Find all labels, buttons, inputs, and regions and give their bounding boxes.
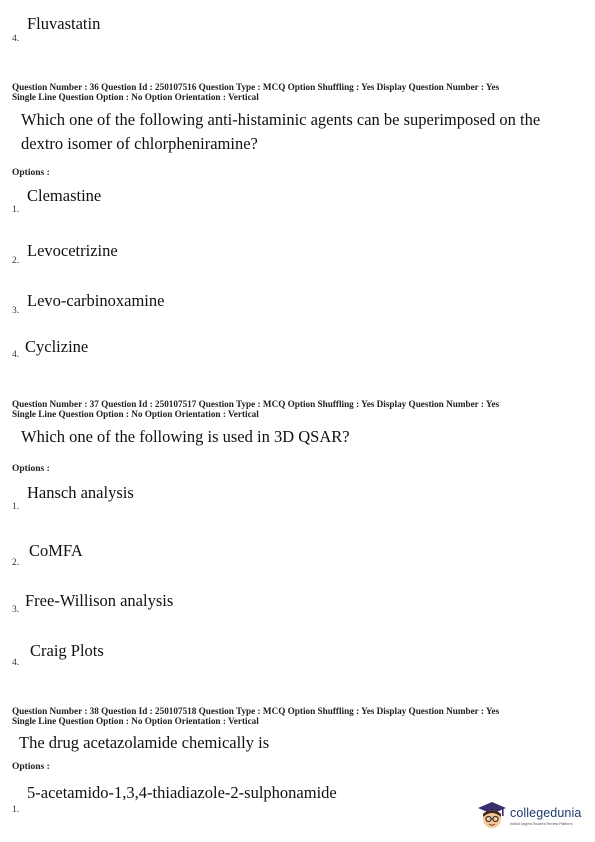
- graduate-mascot-icon: [476, 799, 508, 831]
- option-number: 4.: [12, 350, 20, 360]
- question-text: The drug acetazolamide chemically is: [19, 733, 270, 752]
- options-label: Options :: [12, 168, 50, 178]
- option-text: CoMFA: [29, 541, 83, 560]
- brand-name: collegedunia: [510, 806, 582, 820]
- question-meta-line1: Question Number : 38 Question Id : 250107518 Question Type : MCQ Option Shuffling : Yes Display Question Number : Yes: [12, 706, 500, 716]
- option-text: Craig Plots: [30, 641, 104, 660]
- question-meta-line1: Question Number : 37 Question Id : 250107517 Question Type : MCQ Option Shuffling : Yes Display Question Number : Yes: [12, 399, 500, 409]
- option-number: 4.: [12, 34, 20, 44]
- brand-tagline: India's largest Student Review Platform: [510, 822, 573, 826]
- option-text: Levo-carbinoxamine: [27, 291, 165, 310]
- option-text: Levocetrizine: [27, 241, 118, 260]
- question-meta-line2: Single Line Question Option : No Option Orientation : Vertical: [12, 92, 259, 102]
- options-label: Options :: [12, 762, 50, 772]
- option-number: 2.: [12, 558, 20, 568]
- option-text: Free-Willison analysis: [25, 591, 174, 610]
- question-text: Which one of the following anti-histaminic agents can be superimposed on the dextro isomer of chlorpheniramine?: [21, 110, 541, 153]
- option-number: 2.: [12, 256, 20, 266]
- question-text: Which one of the following is used in 3D QSAR?: [21, 427, 350, 446]
- option-number: 4.: [12, 658, 20, 668]
- option-text: Cyclizine: [25, 337, 89, 356]
- question-meta-line1: Question Number : 36 Question Id : 250107516 Question Type : MCQ Option Shuffling : Yes Display Question Number : Yes: [12, 82, 500, 92]
- option-number: 1.: [12, 502, 20, 512]
- option-number: 1.: [12, 205, 20, 215]
- option-text: Fluvastatin: [27, 14, 101, 33]
- option-number: 1.: [12, 805, 20, 815]
- options-label: Options :: [12, 464, 50, 474]
- option-text: Clemastine: [27, 186, 102, 205]
- option-number: 3.: [12, 306, 20, 316]
- question-meta-line2: Single Line Question Option : No Option Orientation : Vertical: [12, 716, 259, 726]
- option-text: Hansch analysis: [27, 483, 134, 502]
- question-meta-line2: Single Line Question Option : No Option Orientation : Vertical: [12, 409, 259, 419]
- option-text: 5-acetamido-1,3,4-thiadiazole-2-sulphonamide: [27, 783, 337, 802]
- option-number: 3.: [12, 605, 20, 615]
